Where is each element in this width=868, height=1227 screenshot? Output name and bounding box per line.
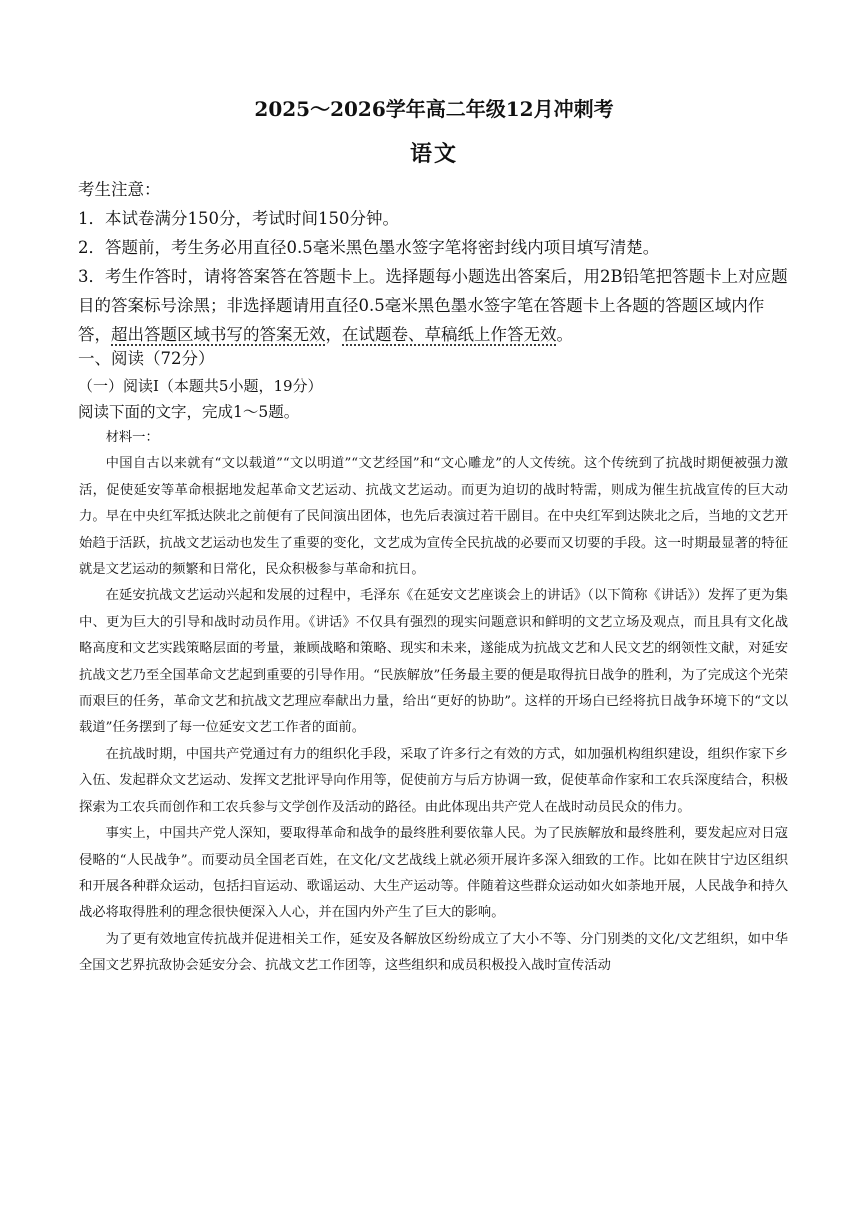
- notice-item-3-text: 3．考生作答时，请将答案答在答题卡上。选择题每小题选出答案后，用2B铅笔把答题卡上对应题目的答案标号涂黑；非选择题请用直径0.5毫米黑色墨水签字笔在答题卡上各题的答题区域内作答，: [78, 267, 788, 344]
- notice-item-3: [78, 262, 790, 349]
- notice-item-1: 1．本试卷满分150分，考试时间150分钟。: [78, 209, 399, 228]
- notice-item-2: 2．答题前，考生务必用直径0.5毫米黑色墨水签字笔将密封线内项目填写清楚。: [78, 238, 660, 257]
- passage-paragraph-4: 事实上，中国共产党人深知，要取得革命和战争的最终胜利要依靠人民。为了民族解放和最终胜利，要发起应对日寇侵略的“人民战争”。而要动员全国老百姓，在文化/文艺战线上就必须开展许多深入细致的工作。比如在陕甘宁边区组织和开展各种群众运动，包括扫盲运动、歌谣运动、大生产运动等。伴随着这些群众运动如火如荼地开展，人民战争和持久战必将取得胜利的理念很快便深入人心，并在国内外产生了巨大的影响。: [79, 826, 788, 921]
- section-heading: 一、阅读（72分）: [78, 349, 215, 368]
- subsection-heading: （一）阅读Ⅰ（本题共5小题，19分）: [78, 377, 323, 395]
- reading-instruction: 阅读下面的文字，完成1～5题。: [78, 403, 300, 421]
- notice-heading: 考生注意：: [78, 180, 161, 199]
- passage-paragraph-1: 中国自古以来就有“文以载道”“文以明道”“文艺经国”和“文心雕龙”的人文传统。这个传统到了抗战时期便被强力激活，促使延安等革命根据地发起革命文艺运动、抗战文艺运动。而更为迫切的战时特需，则成为催生抗战宣传的巨大动力。早在中央红军抵达陕北之前便有了民间演出团体，也先后表演过若干剧目。在中央红军到达陕北之后，当地的文艺开始趋于活跃，抗战文艺运动也发生了重要的变化，文艺成为宣传全民抗战的必要而又切要的手段。这一时期最显著的特征就是文艺运动的频繁和日常化，民众积极参与革命和抗日。: [79, 456, 788, 578]
- notice-item-3-comma: ，: [325, 325, 342, 344]
- material-label: 材料一：: [105, 430, 159, 445]
- exam-notice: [78, 175, 790, 349]
- notice-item-3-emphasis-1: 超出答题区域书写的答案无效: [111, 325, 326, 344]
- subject-title: 语文: [409, 141, 458, 167]
- notice-item-3-end: 。: [556, 325, 573, 344]
- reading-passage: [79, 425, 788, 980]
- passage-paragraph-5: 为了更有效地宣传抗战并促进相关工作，延安及各解放区纷纷成立了大小不等、分门别类的文化/文艺组织，如中华全国文艺界抗敌协会延安分会、抗战文艺工作团等，这些组织和成员积极投入战时宣传活动: [79, 931, 788, 974]
- exam-title: 2025～2026学年高二年级12月冲刺考: [254, 97, 614, 121]
- passage-paragraph-2: 在延安抗战文艺运动兴起和发展的过程中，毛泽东《在延安文艺座谈会上的讲话》（以下简称《讲话》）发挥了更为集中、更为巨大的引导和战时动员作用。《讲话》不仅具有强烈的现实问题意识和鲜明的文艺立场及观点，而且具有文化战略高度和文艺实践策略层面的考量，兼顾战略和策略、现实和未来，遂能成为抗战文艺和人民文艺的纲领性文献，对延安抗战文艺乃至全国革命文艺起到重要的引导作用。“民族解放”任务最主要的便是取得抗日战争的胜利，为了完成这个光荣而艰巨的任务，革命文艺和抗战文艺理应奉献出力量，给出“更好的协助”。这样的开场白已经将抗日战争环境下的“文以载道”任务摆到了每一位延安文艺工作者的面前。: [79, 588, 788, 736]
- passage-paragraph-3: 在抗战时期，中国共产党通过有力的组织化手段，采取了许多行之有效的方式，如加强机构组织建设，组织作家下乡入伍、发起群众文艺运动、发挥文艺批评导向作用等，促使前方与后方协调一致，促使革命作家和工农兵深度结合，积极探索为工农兵而创作和工农兵参与文学创作及活动的路径。由此体现出共产党人在战时动员民众的伟力。: [79, 746, 788, 815]
- notice-item-3-emphasis-2: 在试题卷、草稿纸上作答无效: [342, 325, 557, 344]
